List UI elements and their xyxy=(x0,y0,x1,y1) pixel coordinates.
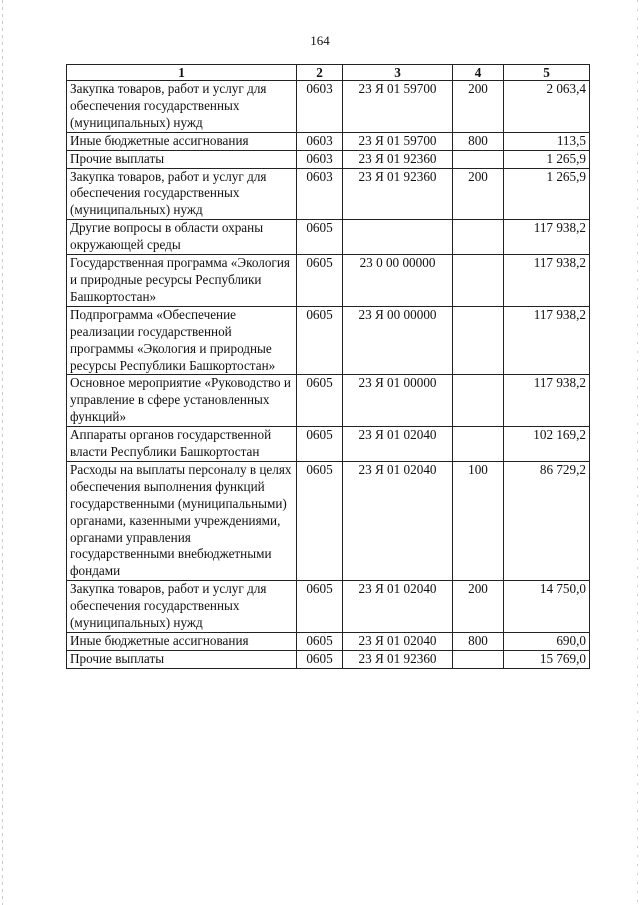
row-target-code: 23 Я 01 92360 xyxy=(343,150,453,168)
row-expense-kind: 200 xyxy=(453,81,504,133)
scan-edge-left xyxy=(2,0,3,905)
row-name: Подпрограмма «Обеспечение реализации государственной программы «Экология и природные ресурсы Республики Башкортостан» xyxy=(67,306,297,375)
row-amount: 117 938,2 xyxy=(504,255,590,307)
row-section-code: 0603 xyxy=(297,168,343,220)
row-expense-kind: 200 xyxy=(453,168,504,220)
row-section-code: 0603 xyxy=(297,81,343,133)
row-section-code: 0603 xyxy=(297,132,343,150)
table-row xyxy=(67,581,590,633)
row-target-code: 23 Я 01 00000 xyxy=(343,375,453,427)
row-target-code: 23 Я 01 02040 xyxy=(343,461,453,580)
row-expense-kind xyxy=(453,427,504,462)
row-name: Прочие выплаты xyxy=(67,150,297,168)
row-section-code: 0603 xyxy=(297,150,343,168)
column-header: 3 xyxy=(343,65,453,81)
row-name: Аппараты органов государственной власти Республики Башкортостан xyxy=(67,427,297,462)
budget-table xyxy=(66,64,590,669)
row-target-code: 23 Я 01 92360 xyxy=(343,650,453,668)
row-section-code: 0605 xyxy=(297,306,343,375)
row-name: Иные бюджетные ассигнования xyxy=(67,132,297,150)
row-amount: 117 938,2 xyxy=(504,306,590,375)
row-expense-kind: 800 xyxy=(453,633,504,651)
row-target-code xyxy=(343,220,453,255)
table-row xyxy=(67,375,590,427)
row-target-code: 23 Я 01 02040 xyxy=(343,581,453,633)
row-name: Другие вопросы в области охраны окружающей среды xyxy=(67,220,297,255)
row-expense-kind xyxy=(453,650,504,668)
row-amount: 690,0 xyxy=(504,633,590,651)
row-name: Закупка товаров, работ и услуг для обеспечения государственных (муниципальных) нужд xyxy=(67,581,297,633)
row-name: Иные бюджетные ассигнования xyxy=(67,633,297,651)
table-row xyxy=(67,461,590,580)
row-name: Закупка товаров, работ и услуг для обеспечения государственных (муниципальных) нужд xyxy=(67,81,297,133)
row-amount: 14 750,0 xyxy=(504,581,590,633)
table-row xyxy=(67,427,590,462)
row-section-code: 0605 xyxy=(297,650,343,668)
row-expense-kind xyxy=(453,255,504,307)
column-header: 5 xyxy=(504,65,590,81)
table-row xyxy=(67,306,590,375)
row-name: Закупка товаров, работ и услуг для обеспечения государственных (муниципальных) нужд xyxy=(67,168,297,220)
row-expense-kind: 800 xyxy=(453,132,504,150)
row-expense-kind xyxy=(453,150,504,168)
row-name: Основное мероприятие «Руководство и управление в сфере установленных функций» xyxy=(67,375,297,427)
row-target-code: 23 Я 01 59700 xyxy=(343,132,453,150)
row-amount: 2 063,4 xyxy=(504,81,590,133)
table-row xyxy=(67,650,590,668)
page-number: 164 xyxy=(310,33,330,48)
table-row xyxy=(67,150,590,168)
row-section-code: 0605 xyxy=(297,633,343,651)
row-amount: 117 938,2 xyxy=(504,220,590,255)
row-amount: 113,5 xyxy=(504,132,590,150)
row-expense-kind xyxy=(453,306,504,375)
row-amount: 1 265,9 xyxy=(504,150,590,168)
row-name: Расходы на выплаты персоналу в целях обеспечения выполнения функций государственными (муниципальными) органами, казенными учреждениями, органами управления государственными внебюджетными фондами xyxy=(67,461,297,580)
column-header: 2 xyxy=(297,65,343,81)
column-header: 4 xyxy=(453,65,504,81)
table-row xyxy=(67,168,590,220)
row-name: Государственная программа «Экология и природные ресурсы Республики Башкортостан» xyxy=(67,255,297,307)
row-amount: 15 769,0 xyxy=(504,650,590,668)
row-expense-kind xyxy=(453,220,504,255)
row-target-code: 23 0 00 00000 xyxy=(343,255,453,307)
row-amount: 1 265,9 xyxy=(504,168,590,220)
row-expense-kind: 200 xyxy=(453,581,504,633)
row-section-code: 0605 xyxy=(297,220,343,255)
row-section-code: 0605 xyxy=(297,427,343,462)
row-amount: 86 729,2 xyxy=(504,461,590,580)
row-section-code: 0605 xyxy=(297,581,343,633)
row-target-code: 23 Я 00 00000 xyxy=(343,306,453,375)
row-section-code: 0605 xyxy=(297,461,343,580)
row-section-code: 0605 xyxy=(297,255,343,307)
row-target-code: 23 Я 01 92360 xyxy=(343,168,453,220)
table-row xyxy=(67,220,590,255)
table-row xyxy=(67,255,590,307)
column-header: 1 xyxy=(67,65,297,81)
table-row xyxy=(67,132,590,150)
row-target-code: 23 Я 01 59700 xyxy=(343,81,453,133)
row-name: Прочие выплаты xyxy=(67,650,297,668)
row-section-code: 0605 xyxy=(297,375,343,427)
row-amount: 102 169,2 xyxy=(504,427,590,462)
row-target-code: 23 Я 01 02040 xyxy=(343,633,453,651)
scan-edge-right xyxy=(637,0,638,905)
row-amount: 117 938,2 xyxy=(504,375,590,427)
row-target-code: 23 Я 01 02040 xyxy=(343,427,453,462)
row-expense-kind: 100 xyxy=(453,461,504,580)
table-row xyxy=(67,81,590,133)
table-row xyxy=(67,633,590,651)
table-header-row xyxy=(67,65,590,81)
row-expense-kind xyxy=(453,375,504,427)
